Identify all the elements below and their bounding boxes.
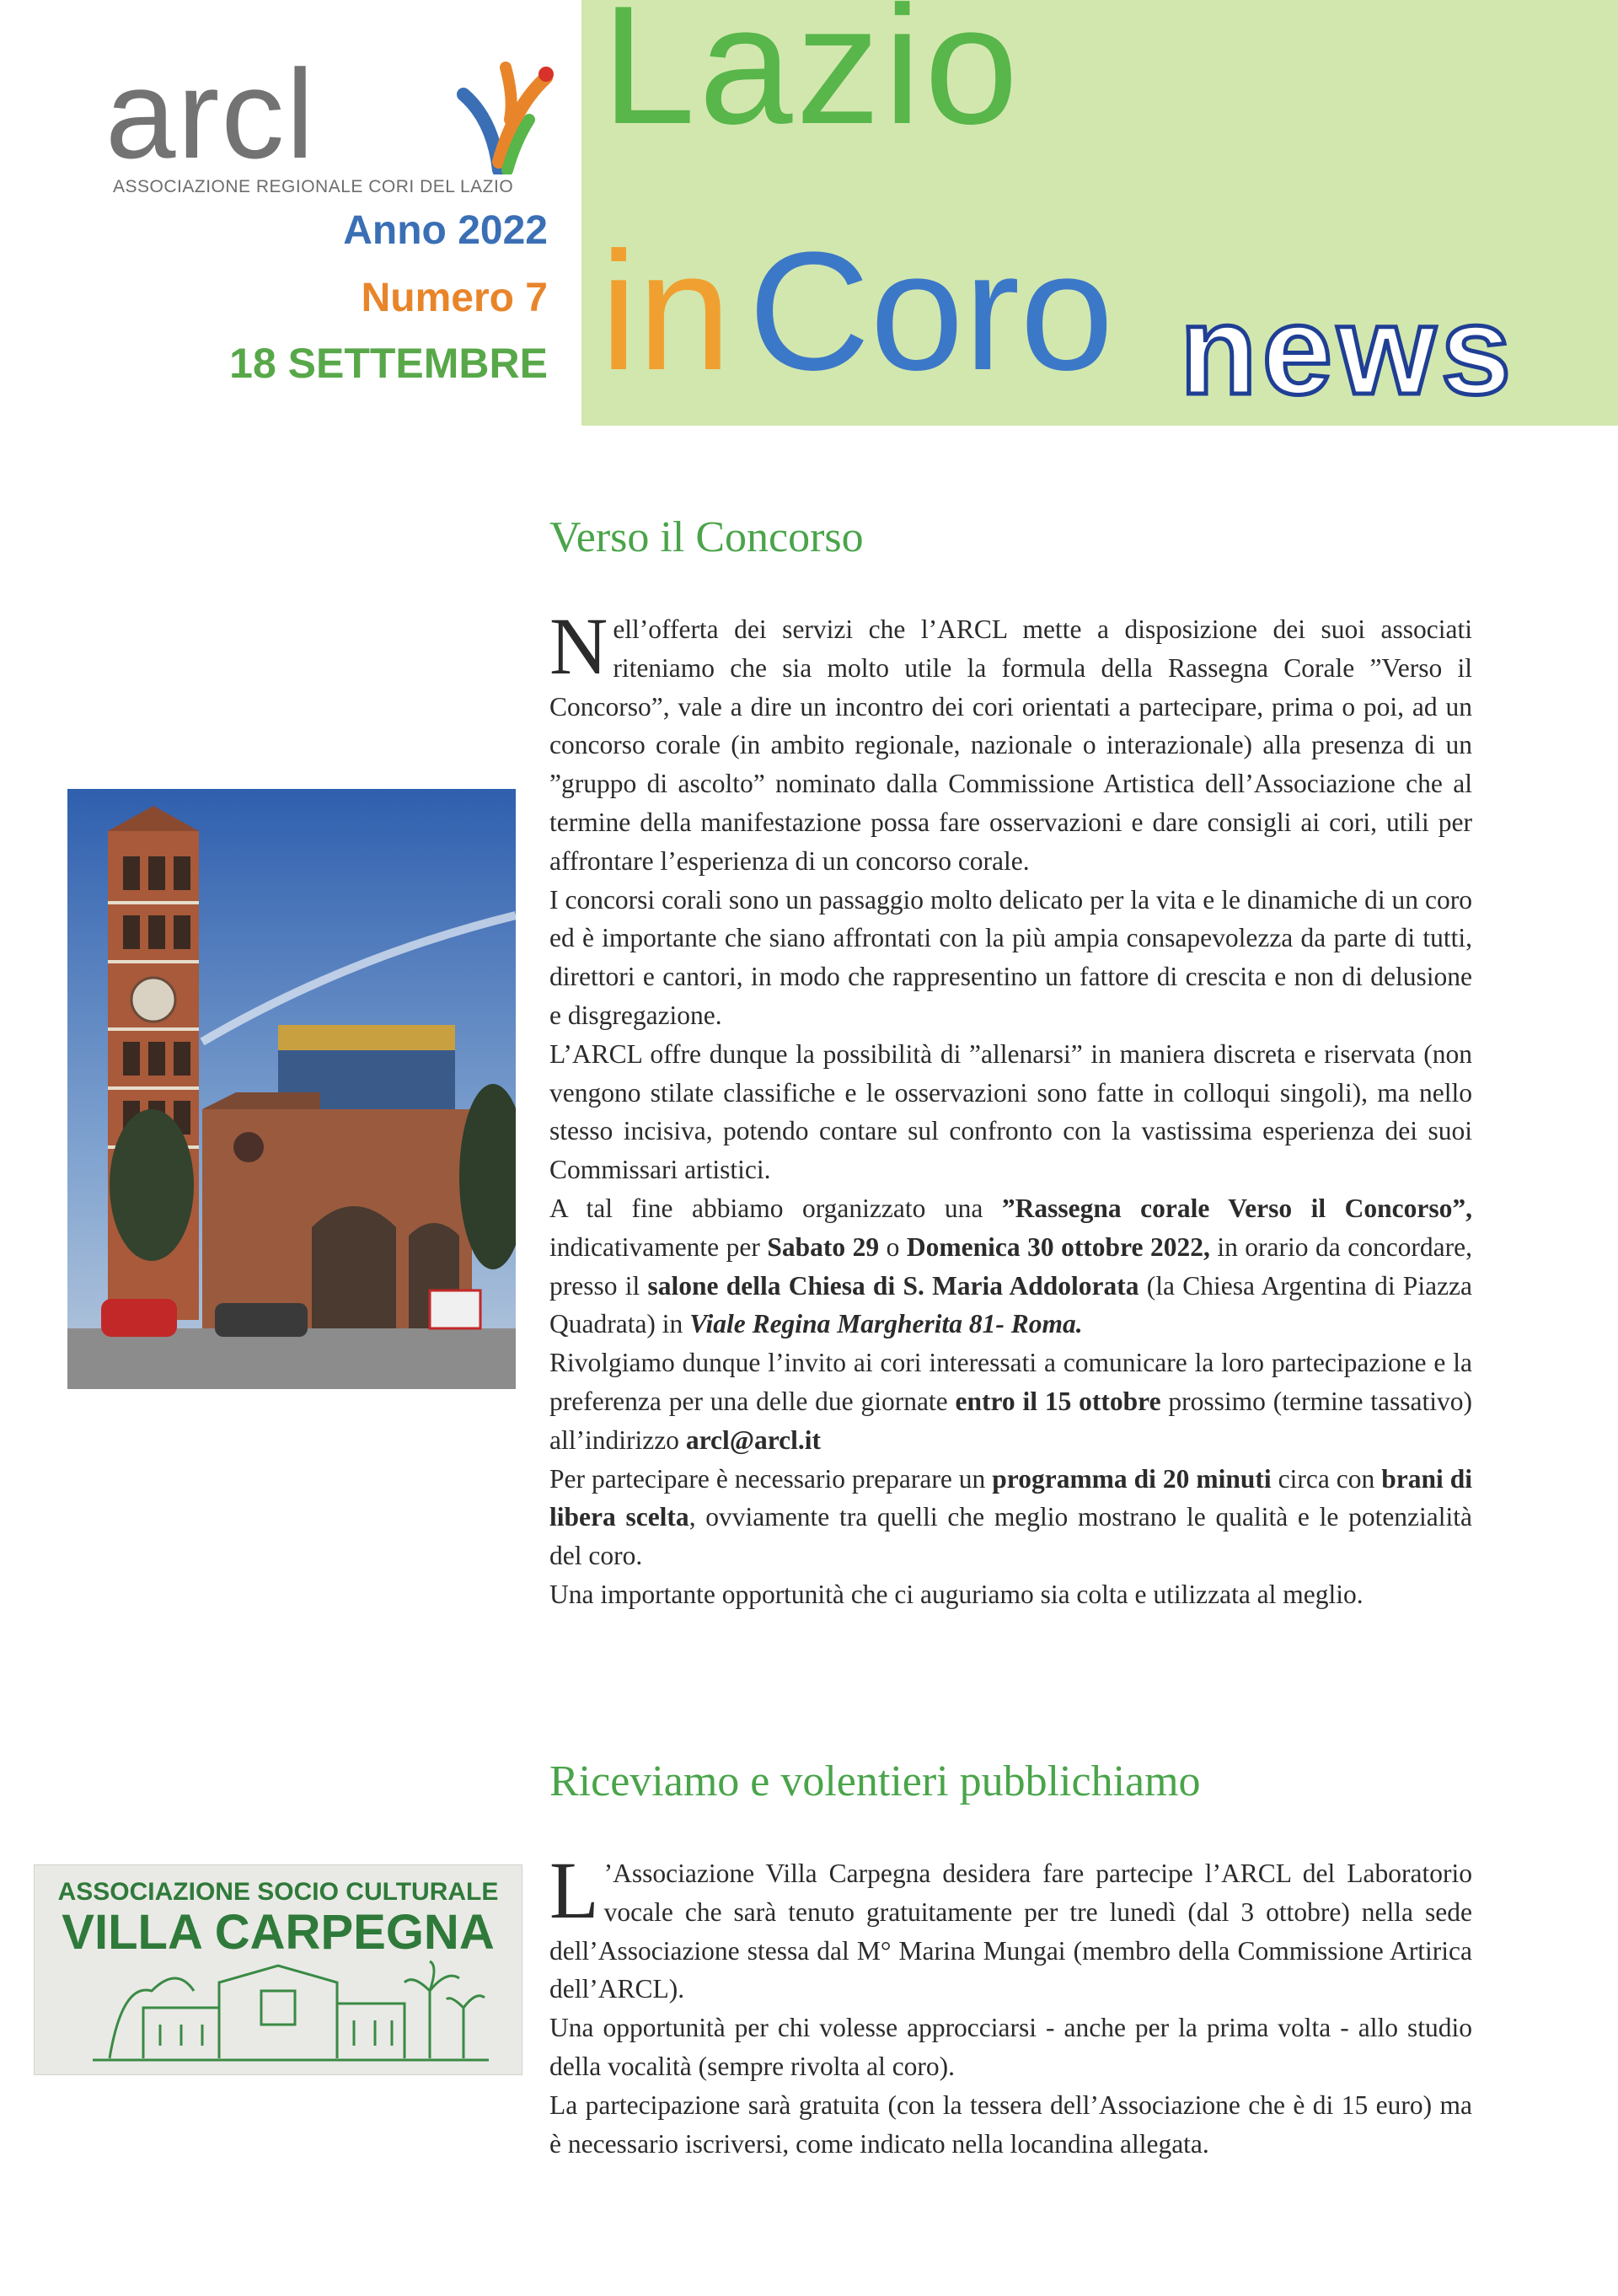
text: in orario da concordare, presso il [549, 1231, 1473, 1301]
title-banner [581, 0, 1618, 426]
article1-paragraph: Una importante opportunità che ci auguriamo sia colta e utilizzata al meglio. [549, 1579, 1364, 1609]
article2-paragraph [549, 1845, 1472, 2009]
article1-paragraph [549, 1460, 1472, 1575]
issue-date: 18 SETTEMBRE [229, 340, 548, 387]
bold-text: programma di 20 minuti [992, 1463, 1272, 1494]
article2-paragraph: Una opportunità per chi volesse approcciarsi - anche per la prima volta - allo studio della vocalità (sempre rivolta al coro). [549, 2013, 1472, 2081]
bold-text: salone della Chiesa di S. Maria Addolorata [647, 1270, 1139, 1301]
address-text: Viale Regina Margherita 81- Roma. [689, 1309, 1083, 1339]
text: circa con [1271, 1463, 1382, 1494]
text: prossimo (termine tassativo) all’indirizzo [549, 1386, 1473, 1455]
bold-text: brani di libera scelta [549, 1463, 1472, 1532]
choir-figure-icon [447, 61, 556, 174]
dropcap: N [549, 601, 608, 691]
banner-lazio: Lazio [602, 0, 1022, 159]
banner-coro: Coro [748, 217, 1114, 405]
article1-paragraph [549, 601, 1472, 881]
issue-number: Numero 7 [361, 276, 548, 320]
dropcap: L [549, 1845, 599, 1935]
text: Rivolgiamo dunque l’invito ai cori interessati a comunicare la loro partecipazione e la preferenza per una delle due giornate [549, 1348, 1472, 1416]
article2-title: Riceviamo e volentieri pubblichiamo [549, 1757, 1201, 1805]
article1-paragraph [549, 1344, 1472, 1459]
text: A tal fine abbiamo organizzato una [549, 1193, 1002, 1223]
article1-body [549, 601, 1473, 1614]
bold-text: Sabato 29 [767, 1231, 880, 1262]
article2-text: ’Associazione Villa Carpegna desidera fare partecipe l’ARCL del Laboratorio vocale che sarà tenuto gratuitamente per tre lunedì (dal 3 ottobre) nella sede dell’Associazione stessa dal M° Marina Mungai (membro della Commissione Artirica dell’ARCL). [549, 1859, 1472, 2004]
text: , ovviamente tra quelli che meglio mostrano le qualità e le potenzialità del coro. [549, 1502, 1473, 1571]
banner-in: in [600, 217, 731, 405]
text: indicativamente per [549, 1231, 768, 1262]
villa-logo-line1: ASSOCIAZIONE SOCIO CULTURALE [57, 1878, 499, 1906]
text: o [879, 1231, 907, 1262]
text: (la Chiesa Argentina di Piazza Quadrata) in [549, 1270, 1473, 1339]
article2-body [549, 1845, 1472, 2163]
church-photo [67, 789, 516, 1389]
article1-text: ell’offerta dei servizi che l’ARCL mette a disposizione dei suoi associati riteniamo che sia molto utile la formula della Rassegna Corale ”Verso il Concorso”, vale a dire un incontro dei cori orientati a partecipare, prima o poi, ad un concorso corale (in ambito regionale, nazionale o interazionale) alla presenza di un ”gruppo di ascolto” nominato dalla Commissione Artistica dell’Associazione che al termine della manifestazione possa fare osservazioni e dare consigli ai cori, utili per affrontare l’esperienza di un concorso corale. [549, 614, 1472, 876]
email-link[interactable]: arcl@arcl.it [685, 1424, 822, 1455]
logo-tagline: ASSOCIAZIONE REGIONALE CORI DEL LAZIO [113, 177, 514, 196]
text: Per partecipare è necessario preparare un [549, 1463, 993, 1494]
article1-paragraph: L’ARCL offre dunque la possibilità di ”allenarsi” in maniera discreta e riservata (non vengono stilate classifiche e le osservazioni sono fatte in colloqui singoli), ma nello stesso incisiva, potendo contare sul confronto con la vastissima esperienza dei suoi Commissari artistici. [549, 1038, 1472, 1185]
bold-text: Domenica 30 ottobre 2022, [906, 1231, 1210, 1262]
article1-paragraph: I concorsi corali sono un passaggio molto delicato per la vita e le dinamiche di un coro ed è importante che siano affrontati con la più ampia consapevolezza da parte di tutti, direttori e cantori, in modo che rappresentino un fattore di crescita e non di delusione e disgregazione. [549, 884, 1472, 1030]
banner-news: news [1180, 279, 1517, 421]
deadline-text: entro il 15 ottobre [955, 1386, 1161, 1416]
article2-paragraph: La partecipazione sarà gratuita (con la tessera dell’Associazione che è di 15 euro) ma è necessario iscriversi, come indicato nella locandina allegata. [549, 2089, 1472, 2159]
article1-title: Verso il Concorso [549, 513, 864, 561]
article1-paragraph [549, 1189, 1472, 1344]
arcl-logo [101, 43, 556, 211]
villa-carpegna-logo [34, 1864, 522, 2075]
bold-text: ”Rassegna corale Verso il Concorso”, [1001, 1193, 1473, 1223]
logo-wordmark: arcl [105, 43, 316, 185]
issue-year: Anno 2022 [343, 208, 548, 253]
villa-logo-line2: VILLA CARPEGNA [62, 1905, 495, 1960]
